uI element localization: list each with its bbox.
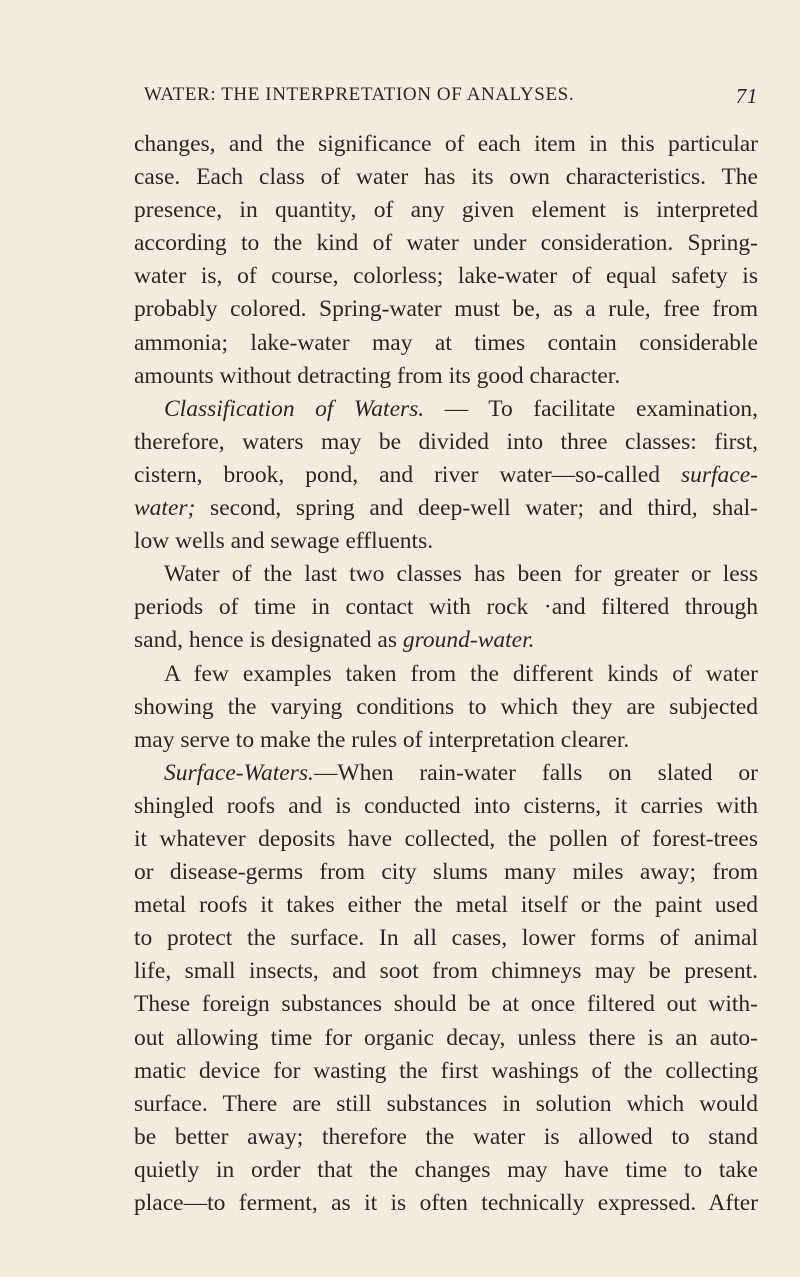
text-segment: may serve to make the rules of interpretation clearer. — [134, 726, 630, 753]
text-segment: therefore, waters may be divided into three classes: first, — [134, 428, 758, 455]
text-segment: ammonia; lake-water may at times contain considerable — [134, 329, 758, 356]
text-segment: to protect the surface. In all cases, lower forms of animal — [134, 925, 758, 952]
text-line — [134, 1121, 758, 1154]
italic-text: surface- — [680, 461, 758, 488]
text-segment: be better away; therefore the water is allowed to stand — [134, 1123, 758, 1150]
text-segment: — To facilitate examination, — [424, 395, 758, 422]
text-segment: changes, and the significance of each item in this particular — [134, 131, 758, 157]
text-segment: out allowing time for organic decay, unless there is an auto- — [134, 1024, 758, 1051]
text-line — [134, 194, 758, 227]
italic-text: Classification of Waters. — [164, 395, 425, 422]
text-segment: quietly in order that the changes may have time to take — [134, 1156, 758, 1183]
text-segment: These foreign substances should be at once filtered out with- — [134, 991, 758, 1018]
running-head-title: WATER: THE INTERPRETATION OF ANALYSES. — [144, 84, 575, 105]
text-line — [134, 1022, 758, 1055]
text-segment: or disease-germs from city slums many miles away; from — [134, 859, 758, 886]
text-line — [134, 988, 758, 1021]
text-line — [134, 293, 758, 326]
text-segment: cistern, brook, pond, and river water—so-called — [134, 461, 681, 488]
text-line — [134, 691, 758, 724]
text-line — [134, 790, 758, 823]
text-line — [134, 823, 758, 856]
body-text — [134, 128, 758, 1220]
text-line — [134, 393, 758, 426]
text-line — [134, 260, 758, 293]
text-line — [134, 1055, 758, 1088]
text-segment: water is, of course, colorless; lake-water of equal safety is — [134, 263, 758, 290]
text-segment: periods of time in contact with rock ·and filtered through — [134, 594, 758, 621]
text-segment: amounts without detracting from its good character. — [134, 362, 621, 389]
text-segment: low wells and sewage effluents. — [134, 528, 434, 555]
text-line — [134, 922, 758, 955]
text-line — [134, 327, 758, 360]
page-number: 71 — [735, 84, 758, 108]
text-line — [134, 724, 758, 757]
text-line — [134, 227, 758, 260]
text-segment: sand, hence is designated as — [134, 627, 403, 654]
text-segment: it whatever deposits have collected, the pollen of forest-trees — [134, 825, 758, 852]
text-line — [134, 624, 758, 657]
text-line — [134, 1088, 758, 1121]
text-segment: according to the kind of water under consideration. Spring- — [134, 230, 758, 257]
text-line — [134, 1154, 758, 1187]
text-line — [134, 1187, 758, 1220]
text-segment: Water of the last two classes has been for greater or less — [164, 561, 758, 588]
text-segment: shingled roofs and is conducted into cisterns, it carries with — [134, 792, 758, 819]
text-segment: metal roofs it takes either the metal itself or the paint used — [134, 892, 758, 919]
text-segment: presence, in quantity, of any given element is interpreted — [134, 197, 758, 224]
text-line — [134, 558, 758, 591]
running-head — [134, 84, 758, 114]
text-segment: A few examples taken from the different kinds of water — [164, 660, 758, 687]
text-line — [134, 591, 758, 624]
text-line — [134, 889, 758, 922]
text-line — [134, 426, 758, 459]
text-segment: showing the varying conditions to which they are subjected — [134, 693, 758, 720]
text-segment: case. Each class of water has its own characteristics. The — [134, 164, 758, 191]
text-line — [134, 128, 758, 161]
text-line — [134, 525, 758, 558]
text-line — [134, 492, 758, 525]
text-segment: probably colored. Spring-water must be, as a rule, free from — [134, 296, 758, 323]
text-line — [134, 459, 758, 492]
text-segment: place—to ferment, as it is often technically expressed. After — [134, 1190, 758, 1216]
text-segment: life, small insects, and soot from chimneys may be present. — [134, 958, 758, 985]
text-line — [134, 757, 758, 790]
italic-text: Surface-Waters. — [164, 759, 314, 786]
text-segment: matic device for wasting the first washings of the collecting — [134, 1057, 758, 1084]
text-segment: second, spring and deep-well water; and third, shal- — [195, 495, 758, 522]
text-line — [134, 658, 758, 691]
text-line — [134, 856, 758, 889]
italic-text: water; — [134, 495, 196, 522]
text-segment: —When rain-water falls on slated or — [313, 759, 758, 786]
text-line — [134, 161, 758, 194]
text-line — [134, 360, 758, 393]
text-line — [134, 955, 758, 988]
italic-text: ground-water. — [402, 627, 535, 654]
text-segment: surface. There are still substances in solution which would — [134, 1090, 758, 1117]
